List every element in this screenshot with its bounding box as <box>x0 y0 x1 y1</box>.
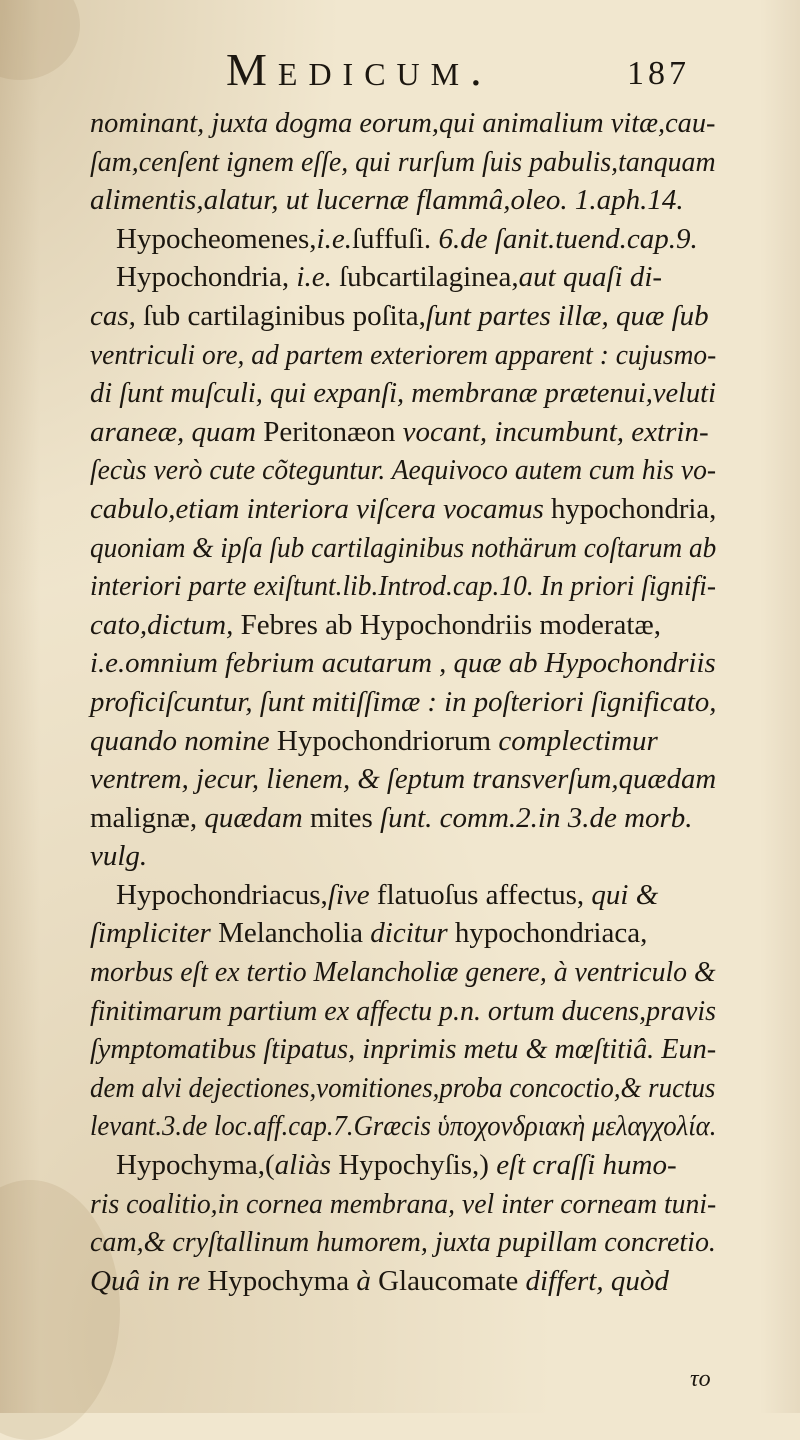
text-segment: quoniam & ipſa ſub cartilaginibus nothärum coſtarum ab <box>90 531 717 564</box>
text-segment: alimentis,alatur, ut lucernæ flammâ,oleo. 1.aph.14. <box>90 184 684 217</box>
text-segment: Melancholia <box>218 917 371 950</box>
text-line <box>90 181 716 220</box>
text-segment: finitimarum partium ex affectu p.n. ortum ducens,pravis <box>90 994 716 1027</box>
text-segment: ſimpliciter <box>90 917 219 950</box>
text-line <box>90 1107 717 1146</box>
text-line <box>90 722 716 761</box>
text-segment: vulg. <box>90 840 148 873</box>
text-segment: Hypocheomenes, <box>116 222 317 255</box>
text-line <box>90 837 716 876</box>
text-segment: quando nomine <box>90 724 277 757</box>
text-line <box>90 1223 716 1262</box>
text-line <box>90 1069 716 1108</box>
text-segment: ſuffuſi. <box>351 222 439 255</box>
text-segment: morbus eſt ex tertio Melancholiæ genere, à ventriculo & <box>90 956 716 989</box>
text-segment: eſt craſſi humo- <box>496 1149 677 1182</box>
text-segment: ſub cartilaginibus poſita, <box>135 299 426 332</box>
text-segment: ſecùs verò cute cõteguntur. Aequivoco autem cum his vo- <box>90 454 717 487</box>
text-line <box>90 914 716 953</box>
text-segment: ſunt. comm.2.in 3.de morb. <box>380 801 693 834</box>
text-segment: hypochondria, <box>551 492 717 525</box>
text-segment: levant.3.de loc.aff.cap.7.Græcis ὑποχονδριακὴ μελαγχολία. <box>90 1110 717 1143</box>
text-line <box>90 220 716 259</box>
text-segment: Hypochondria, <box>116 261 297 294</box>
text-segment: hypochondriaca, <box>454 917 648 950</box>
text-segment: dem alvi dejectiones,vomitiones,proba concoctio,& ructus <box>90 1071 716 1104</box>
text-segment: mites <box>302 801 381 834</box>
text-line <box>90 1185 717 1224</box>
text-segment: qui & <box>591 878 659 911</box>
text-line <box>90 1262 716 1301</box>
text-segment: ris coalitio,in cornea membrana, vel inter corneam tuni- <box>90 1187 717 1220</box>
text-segment: ſymptomatibus ſtipatus, inprimis metu & mœſtitiâ. Eun- <box>90 1033 717 1066</box>
text-segment: cabulo,etiam interiora viſcera vocamus <box>90 492 552 525</box>
text-segment: ventriculi ore, ad partem exteriorem apparent : cujusmo- <box>90 338 717 371</box>
text-line <box>90 374 716 413</box>
body-text <box>90 104 716 1300</box>
text-segment: ſam,cenſent ignem eſſe, qui rurſum ſuis pabulis,tanquam <box>90 145 716 178</box>
text-line <box>90 953 716 992</box>
text-segment: quædam <box>204 801 303 834</box>
text-line <box>90 992 716 1031</box>
text-segment: Hypochondriorum <box>276 724 492 757</box>
text-line <box>90 529 717 568</box>
text-line <box>90 876 716 915</box>
text-line <box>90 413 716 452</box>
text-segment: ſunt partes illæ, quæ ſub <box>425 299 709 332</box>
text-segment: cas, <box>90 299 136 332</box>
text-segment: interiori parte exiſtunt.lib.Introd.cap.10. In priori ſignifi- <box>90 570 717 603</box>
text-segment: Hypochondriacus, <box>116 878 328 911</box>
text-segment: i.e. <box>296 261 332 294</box>
text-line <box>90 297 716 336</box>
text-segment: cam,& cryſtallinum humorem, juxta pupillam concretio. <box>90 1226 716 1259</box>
text-line <box>90 606 716 645</box>
text-segment: Febres ab Hypochondriis moderatæ, <box>240 608 662 641</box>
page-number: 187 <box>627 55 690 92</box>
text-segment: Hypochyma <box>207 1264 357 1297</box>
text-line <box>90 258 716 297</box>
text-segment: complectimur <box>491 724 658 757</box>
text-line <box>90 104 716 143</box>
text-segment: ſive <box>327 878 370 911</box>
text-segment: Glaucomate <box>378 1264 526 1297</box>
text-segment: vocant, incumbunt, extrin- <box>395 415 709 448</box>
text-segment: di ſunt muſculi, qui expanſi, membranæ prætenui,veluti <box>90 377 716 410</box>
text-segment: 6.de ſanit.tuend.cap.9. <box>438 222 698 255</box>
text-segment: à <box>356 1264 379 1297</box>
text-line <box>90 490 717 529</box>
text-segment: ventrem, jecur, lienem, & ſeptum transverſum,quædam <box>90 763 717 796</box>
text-segment: Peritonæon <box>263 415 396 448</box>
text-line <box>90 760 717 799</box>
text-segment: Quâ in re <box>90 1264 208 1297</box>
catchword: το <box>690 1366 711 1392</box>
text-segment: Hypochyma,( <box>116 1149 275 1182</box>
text-line <box>90 143 716 182</box>
text-line <box>90 451 717 490</box>
text-segment: nominant, juxta dogma eorum,qui animalium vitæ,cau- <box>90 107 716 139</box>
text-segment: dicitur <box>370 917 455 950</box>
text-segment: Hypochyſis,) <box>338 1149 497 1182</box>
text-segment: cato,dictum, <box>90 608 241 641</box>
running-head: Medicum. <box>226 44 493 95</box>
text-line <box>90 336 717 375</box>
text-segment: aliàs <box>274 1149 339 1182</box>
text-line <box>90 644 716 683</box>
text-segment: araneæ, quam <box>90 415 264 448</box>
text-segment: aut quaſi di- <box>518 261 663 294</box>
text-segment: i.e.omnium febrium acutarum , quæ ab Hypochondriis <box>90 647 716 680</box>
text-segment: ſubcartilaginea, <box>331 261 519 294</box>
text-segment: malignæ, <box>90 801 205 834</box>
text-line <box>90 683 717 722</box>
page-header <box>0 42 800 98</box>
text-segment: flatuoſus affectus, <box>369 878 592 911</box>
text-line <box>90 799 716 838</box>
text-line <box>90 567 717 606</box>
text-segment: i.e. <box>316 222 352 255</box>
text-line <box>90 1146 716 1185</box>
text-line <box>90 1030 717 1069</box>
text-segment: differt, quòd <box>525 1264 669 1297</box>
text-segment: proficiſcuntur, ſunt mitiſſimæ : in poſteriori ſignificato, <box>90 685 717 718</box>
